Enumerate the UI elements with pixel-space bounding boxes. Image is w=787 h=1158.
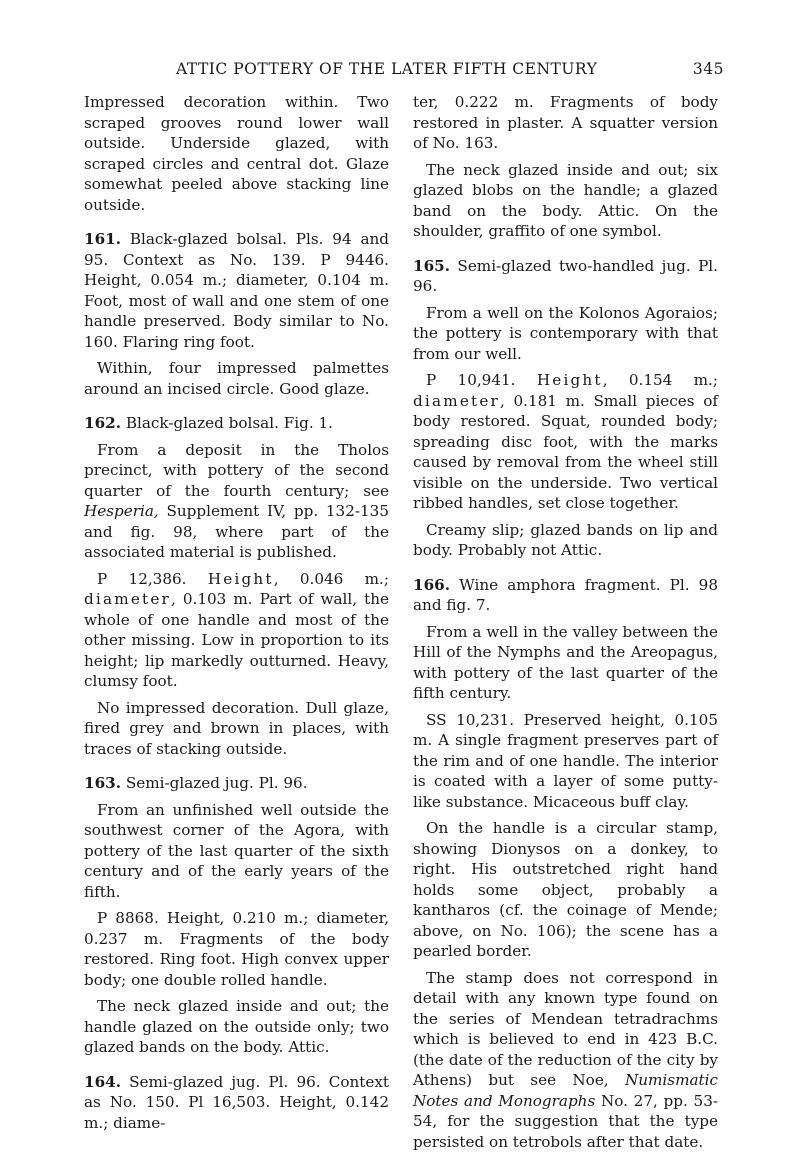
paragraph: From a well on the Kolonos Agoraios; the pottery is contemporary with that from our well.	[413, 303, 718, 363]
page-number: 345	[692, 60, 724, 78]
text-run: , 0.181 m. Small pieces of body restored. Squat, rounded body; spreading disc foot, with the marks caused by removal from the wheel still visible on the underside. Two vertical ribbed handles, set close together.	[413, 391, 718, 512]
paragraph: The neck glazed inside and out; the handle glazed on the outside only; two glazed bands on the body. Attic.	[84, 997, 389, 1056]
spaced-word: Height	[207, 569, 274, 588]
spaced-word: Height	[536, 371, 603, 389]
paragraph-continued: ter, 0.222 m. Fragments of body restored in plaster. A squatter version of No. 163.	[413, 93, 718, 152]
text-run: , 0.154 m.;	[602, 371, 718, 389]
text-run: Supplement IV, pp. 132-135 and fig. 98, where part of the associated material is published.	[84, 502, 389, 561]
left-column	[84, 92, 389, 1139]
paragraph: SS 10,231. Preserved height, 0.105 m. A single fragment preserves part of the rim and of one handle. The interior is coated with a layer of some putty-like substance. Micaceous buff clay.	[413, 710, 718, 811]
text-run: , 0.046 m.;	[273, 569, 389, 588]
paragraph: Within, four impressed palmettes around an incised circle. Good glaze.	[84, 359, 389, 398]
entry-number: 161.	[84, 230, 121, 248]
entry-number: 166.	[413, 575, 450, 594]
entry-number: 163.	[84, 774, 121, 792]
text-run: P 12,386.	[97, 569, 208, 588]
series-title: Numismatic Notes and Monographs	[413, 1071, 718, 1110]
text-run: , 0.103 m. Part of wall, the whole of one handle and most of the other missing. Low in proportion to its height; lip markedly outturned. Heavy, clumsy foot.	[84, 590, 389, 690]
text-run: The stamp does not correspond in detail with any known type found on the series of Mendean tetradrachms which is believed to end in 423 B.C. (the date of the reduction of the city by Athens) but see Noe,	[413, 968, 718, 1089]
paragraph	[84, 440, 389, 563]
entry-number: 165.	[413, 256, 450, 275]
entry-text: Semi-glazed jug. Pl. 96. Context as No. 150. Pl 16,503. Height, 0.142 m.; diame-	[84, 1072, 389, 1132]
paragraph	[413, 370, 718, 514]
journal-title: Hesperia,	[84, 502, 159, 520]
catalogue-entry-163	[84, 773, 389, 794]
paragraph-intro: Impressed decoration within. Two scraped grooves round lower wall outside. Underside glazed, with scraped circles and central dot. Glaze somewhat peeled above stacking line outside.	[84, 93, 389, 214]
catalogue-entry-161	[84, 229, 389, 352]
running-head	[84, 60, 724, 80]
paragraph: No impressed decoration. Dull glaze, fired grey and brown in places, with traces of stacking outside.	[84, 698, 389, 758]
entry-text: Semi-glazed jug. Pl. 96.	[121, 774, 308, 792]
spaced-word: diameter	[84, 590, 171, 608]
entry-text: Black-glazed bolsal. Pls. 94 and 95. Context as No. 139. P 9446. Height, 0.054 m.; diameter, 0.104 m. Foot, most of wall and one stem of one handle preserved. Body similar to No. 160. Flaring ring foot.	[84, 230, 389, 351]
paragraph: Creamy slip; glazed bands on lip and body. Probably not Attic.	[413, 520, 718, 559]
entry-text: Semi-glazed two-handled jug. Pl. 96.	[413, 256, 718, 295]
spaced-word: diameter	[413, 391, 500, 410]
catalogue-entry-164	[84, 1072, 389, 1134]
paragraph: From a well in the valley between the Hill of the Nymphs and the Areopagus, with pottery of the last quarter of the fifth century.	[413, 622, 718, 702]
running-title: ATTIC POTTERY OF THE LATER FIFTH CENTURY	[176, 60, 598, 78]
paragraph	[84, 569, 389, 692]
catalogue-entry-162	[84, 413, 389, 434]
paragraph: P 8868. Height, 0.210 m.; diameter, 0.237 m. Fragments of the body restored. Ring foot. High convex upper body; one double rolled handle.	[84, 909, 389, 989]
paragraph: The neck glazed inside and out; six glazed blobs on the handle; a glazed band on the body. Attic. On the shoulder, graffito of one symbol.	[413, 160, 718, 240]
entry-text: Black-glazed bolsal. Fig. 1.	[121, 414, 333, 432]
paragraph: From an unfinished well outside the southwest corner of the Agora, with pottery of the last quarter of the sixth century and of the early years of the fifth.	[84, 800, 389, 901]
text-run: P 10,941.	[426, 371, 537, 389]
text-run: No. 27, pp. 53-54, for the suggestion that the type persisted on tetrobols after that date.	[413, 1091, 718, 1151]
catalogue-entry-165	[413, 256, 718, 297]
catalogue-entry-166	[413, 575, 718, 616]
entry-text: Wine amphora fragment. Pl. 98 and fig. 7.	[413, 575, 718, 614]
entry-number: 164.	[84, 1072, 121, 1091]
right-column	[413, 92, 718, 1158]
entry-number: 162.	[84, 414, 121, 432]
text-run: From a deposit in the Tholos precinct, with pottery of the second quarter of the fourth century; see	[84, 440, 389, 500]
paragraph: On the handle is a circular stamp, showing Dionysos on a donkey, to right. His outstretched right hand holds some object, probably a kantharos (cf. the coinage of Mende; above, on No. 106); the scene has a pearled border.	[413, 819, 718, 960]
paragraph	[413, 968, 718, 1153]
